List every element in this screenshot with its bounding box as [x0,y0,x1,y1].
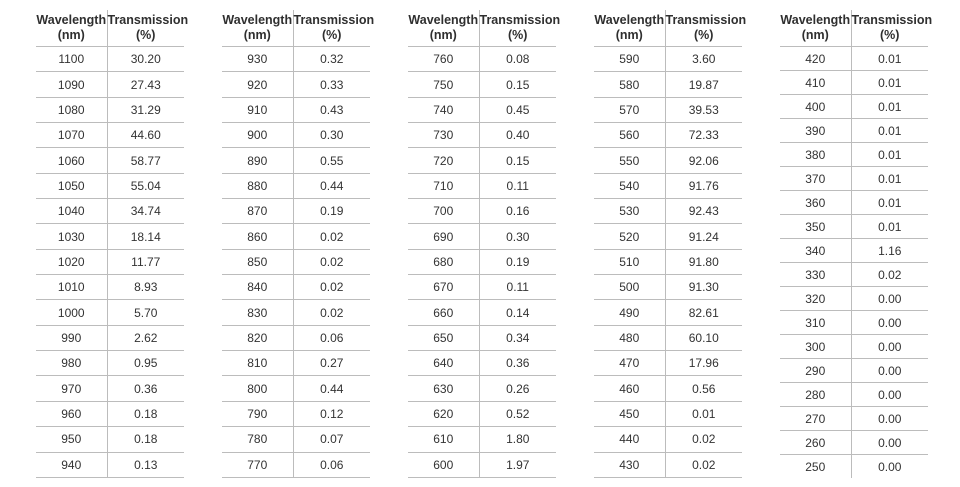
wavelength-cell: 380 [780,143,851,167]
wavelength-cell: 650 [408,325,479,350]
wavelength-cell: 690 [408,224,479,249]
transmission-cell: 0.52 [479,401,556,426]
transmission-cell: 0.12 [293,401,370,426]
transmission-cell: 11.77 [107,249,184,274]
transmission-cell: 0.02 [293,224,370,249]
wavelength-cell: 870 [222,199,293,224]
transmission-cell: 39.53 [665,97,742,122]
transmission-cell: 0.30 [293,123,370,148]
table-row [222,325,370,350]
table-row [780,215,928,239]
table-row [780,191,928,215]
wavelength-cell: 250 [780,455,851,479]
transmission-cell: 3.60 [665,47,742,72]
wavelength-cell: 780 [222,427,293,452]
wavelength-cell: 910 [222,97,293,122]
transmission-cell: 60.10 [665,325,742,350]
wavelength-cell: 620 [408,401,479,426]
wavelength-cell: 590 [594,47,665,72]
transmission-cell: 0.40 [479,123,556,148]
wavelength-cell: 660 [408,300,479,325]
transmission-cell: 0.55 [293,148,370,173]
transmission-cell: 0.19 [479,249,556,274]
wavelength-cell: 700 [408,199,479,224]
wavelength-cell: 710 [408,173,479,198]
transmission-header-label: Transmission [851,13,933,27]
wavelength-cell: 1020 [36,249,107,274]
table-row [222,224,370,249]
transmission-cell: 0.19 [293,199,370,224]
table-row [36,72,184,97]
transmission-cell: 5.70 [107,300,184,325]
table-row [780,407,928,431]
wavelength-cell: 790 [222,401,293,426]
transmission-cell: 92.43 [665,199,742,224]
wavelength-cell: 1100 [36,47,107,72]
table-row [222,72,370,97]
table-row [36,148,184,173]
transmission-cell: 0.02 [293,249,370,274]
wavelength-cell: 930 [222,47,293,72]
table-row [780,167,928,191]
transmission-cell: 72.33 [665,123,742,148]
table-row [222,300,370,325]
header-row [594,10,742,47]
transmission-cell: 58.77 [107,148,184,173]
table-row [780,239,928,263]
wavelength-cell: 610 [408,427,479,452]
table-row [36,275,184,300]
wavelength-cell: 940 [36,452,107,478]
transmission-cell: 0.45 [479,97,556,122]
transmission-header-label: Transmission [293,13,375,27]
table-row [36,376,184,401]
transmission-header-unit: (%) [322,28,342,42]
wavelength-cell: 810 [222,351,293,376]
table-row [36,123,184,148]
wavelength-cell: 1030 [36,224,107,249]
transmission-cell: 0.01 [851,95,928,119]
wavelength-cell: 310 [780,311,851,335]
table-row [594,173,742,198]
transmission-cell: 0.00 [851,287,928,311]
transmission-cell: 17.96 [665,351,742,376]
table-row [408,351,556,376]
transmission-cell: 91.80 [665,249,742,274]
table-row [780,335,928,359]
transmission-cell: 0.15 [479,72,556,97]
table-row [780,455,928,479]
transmission-cell: 0.43 [293,97,370,122]
wavelength-header-label: Wavelength [36,13,107,27]
table-row [408,325,556,350]
wavelength-header [594,10,665,47]
table-row [408,123,556,148]
transmission-header-label: Transmission [665,13,747,27]
table-row [36,325,184,350]
header-row [222,10,370,47]
wavelength-cell: 820 [222,325,293,350]
table-row [222,249,370,274]
wavelength-cell: 300 [780,335,851,359]
table-row [780,143,928,167]
wavelength-cell: 1050 [36,173,107,198]
table-row [222,452,370,478]
transmission-cell: 91.76 [665,173,742,198]
wavelength-cell: 560 [594,123,665,148]
transmission-cell: 0.14 [479,300,556,325]
table-row [408,427,556,452]
transmission-header [107,10,189,47]
transmission-cell: 1.97 [479,452,556,478]
wavelength-cell: 570 [594,97,665,122]
transmission-cell: 1.16 [851,239,928,263]
wavelength-cell: 530 [594,199,665,224]
transmission-cell: 44.60 [107,123,184,148]
table-row [780,311,928,335]
wavelength-cell: 470 [594,351,665,376]
table-row [408,224,556,249]
table-row [36,401,184,426]
table-row [36,199,184,224]
transmission-cell: 0.02 [293,275,370,300]
transmission-cell: 2.62 [107,325,184,350]
table-row [36,427,184,452]
table-row [408,401,556,426]
wavelength-cell: 410 [780,71,851,95]
wavelength-cell: 500 [594,275,665,300]
wavelength-cell: 1000 [36,300,107,325]
wavelength-cell: 330 [780,263,851,287]
wavelength-cell: 350 [780,215,851,239]
table-row [36,47,184,72]
wavelength-header [36,10,107,47]
wavelength-cell: 580 [594,72,665,97]
transmission-cell: 0.13 [107,452,184,478]
transmission-cell: 0.00 [851,359,928,383]
transmission-cell: 0.06 [293,325,370,350]
wavelength-cell: 990 [36,325,107,350]
table-row [408,452,556,478]
wavelength-cell: 630 [408,376,479,401]
transmission-cell: 0.16 [479,199,556,224]
table-row [408,148,556,173]
transmission-cell: 0.08 [479,47,556,72]
transmission-header [851,10,933,47]
wavelength-cell: 920 [222,72,293,97]
wavelength-cell: 370 [780,167,851,191]
header-row [36,10,184,47]
wavelength-cell: 860 [222,224,293,249]
transmission-header-label: Transmission [479,13,561,27]
wavelength-cell: 420 [780,47,851,71]
wavelength-cell: 280 [780,383,851,407]
wavelength-header [222,10,293,47]
table-row [780,71,928,95]
transmission-cell: 18.14 [107,224,184,249]
wavelength-header-unit: (nm) [429,28,457,42]
table-row [222,173,370,198]
wavelength-cell: 740 [408,97,479,122]
table-row [222,376,370,401]
table-row [408,97,556,122]
transmission-cell: 0.95 [107,351,184,376]
transmission-cell: 0.01 [851,119,928,143]
wavelength-header-label: Wavelength [594,13,665,27]
transmission-cell: 0.02 [665,427,742,452]
table-row [408,72,556,97]
wavelength-cell: 640 [408,351,479,376]
wavelength-header-label: Wavelength [780,13,851,27]
wavelength-cell: 430 [594,452,665,478]
transmission-cell: 82.61 [665,300,742,325]
wavelength-header [780,10,851,47]
transmission-cell: 0.01 [851,143,928,167]
wavelength-cell: 960 [36,401,107,426]
transmission-cell: 0.00 [851,335,928,359]
transmission-cell: 0.36 [479,351,556,376]
transmission-cell: 0.01 [851,191,928,215]
transmission-cell: 0.30 [479,224,556,249]
transmission-cell: 0.00 [851,383,928,407]
wavelength-cell: 850 [222,249,293,274]
transmission-table-3 [408,10,561,478]
table-row [780,287,928,311]
table-row [408,47,556,72]
table-row [594,376,742,401]
transmission-cell: 0.00 [851,407,928,431]
wavelength-cell: 720 [408,148,479,173]
transmission-cell: 0.44 [293,173,370,198]
transmission-table-1 [36,10,189,478]
wavelength-cell: 730 [408,123,479,148]
transmission-cell: 0.01 [851,215,928,239]
transmission-cell: 91.24 [665,224,742,249]
wavelength-header-label: Wavelength [222,13,293,27]
wavelength-header [408,10,479,47]
transmission-cell: 0.01 [851,47,928,71]
transmission-cell: 0.15 [479,148,556,173]
table-row [594,325,742,350]
table-row [222,47,370,72]
wavelength-cell: 390 [780,119,851,143]
wavelength-cell: 460 [594,376,665,401]
wavelength-cell: 1070 [36,123,107,148]
table-row [594,351,742,376]
table-row [780,359,928,383]
wavelength-cell: 340 [780,239,851,263]
wavelength-cell: 520 [594,224,665,249]
transmission-cell: 0.02 [665,452,742,478]
transmission-cell: 92.06 [665,148,742,173]
table-row [36,452,184,478]
transmission-table-4 [594,10,747,478]
transmission-cell: 30.20 [107,47,184,72]
transmission-cell: 0.18 [107,427,184,452]
wavelength-header-label: Wavelength [408,13,479,27]
wavelength-cell: 510 [594,249,665,274]
wavelength-cell: 550 [594,148,665,173]
wavelength-cell: 840 [222,275,293,300]
wavelength-cell: 760 [408,47,479,72]
table-row [36,249,184,274]
wavelength-cell: 400 [780,95,851,119]
transmission-header-unit: (%) [880,28,900,42]
wavelength-cell: 290 [780,359,851,383]
transmission-cell: 1.80 [479,427,556,452]
wavelength-cell: 830 [222,300,293,325]
wavelength-cell: 480 [594,325,665,350]
transmission-header-unit: (%) [508,28,528,42]
wavelength-cell: 600 [408,452,479,478]
table-row [408,173,556,198]
table-row [36,351,184,376]
wavelength-cell: 450 [594,401,665,426]
transmission-cell: 0.02 [293,300,370,325]
transmission-cell: 0.00 [878,459,902,474]
transmission-header-unit: (%) [694,28,714,42]
transmission-cell: 0.06 [293,452,370,478]
table-row [408,275,556,300]
transmission-cell: 0.01 [665,401,742,426]
transmission-cell: 8.93 [107,275,184,300]
wavelength-cell: 360 [780,191,851,215]
wavelength-cell: 490 [594,300,665,325]
transmission-header-label: Transmission [107,13,189,27]
transmission-cell: 34.74 [107,199,184,224]
wavelength-cell: 770 [222,452,293,478]
wavelength-cell: 1010 [36,275,107,300]
table-row [222,199,370,224]
header-row [780,10,928,47]
wavelength-cell: 680 [408,249,479,274]
wavelength-cell: 890 [222,148,293,173]
transmission-cell: 0.32 [293,47,370,72]
table-row [408,376,556,401]
table-row [222,97,370,122]
wavelength-cell: 900 [222,123,293,148]
wavelength-cell: 800 [222,376,293,401]
wavelength-cell: 320 [780,287,851,311]
transmission-header [479,10,561,47]
transmission-cell: 0.27 [293,351,370,376]
transmission-cell: 0.07 [293,427,370,452]
transmission-cell: 0.33 [293,72,370,97]
transmission-table-5 [780,10,933,478]
wavelength-header-unit: (nm) [243,28,271,42]
wavelength-cell: 950 [36,427,107,452]
transmission-cell: 0.00 [851,311,928,335]
table-row [36,173,184,198]
wavelength-cell: 750 [408,72,479,97]
table-row [222,148,370,173]
transmission-cell: 0.02 [851,263,928,287]
table-row [594,224,742,249]
transmission-header-unit: (%) [136,28,156,42]
transmission-cell: 0.36 [107,376,184,401]
transmission-header [665,10,747,47]
table-row [780,95,928,119]
table-row [594,97,742,122]
table-row [36,300,184,325]
header-row [408,10,556,47]
transmission-cell: 0.44 [293,376,370,401]
transmission-cell: 91.30 [665,275,742,300]
table-row [594,72,742,97]
transmission-cell: 31.29 [107,97,184,122]
table-row [222,351,370,376]
table-row [408,249,556,274]
wavelength-cell: 1090 [36,72,107,97]
wavelength-cell: 670 [408,275,479,300]
table-row [594,427,742,452]
transmission-cell: 0.34 [479,325,556,350]
table-row [780,431,928,455]
wavelength-cell: 270 [780,407,851,431]
table-row [408,199,556,224]
table-row [222,401,370,426]
table-row [36,97,184,122]
transmission-tables [36,10,933,478]
table-row [780,263,928,287]
wavelength-cell: 260 [780,431,851,455]
table-row [780,47,928,71]
table-row [594,199,742,224]
table-row [594,300,742,325]
table-row [594,249,742,274]
transmission-cell: 0.11 [479,275,556,300]
transmission-cell: 0.56 [665,376,742,401]
table-row [594,275,742,300]
transmission-cell: 0.11 [479,173,556,198]
wavelength-header-unit: (nm) [801,28,829,42]
wavelength-cell: 880 [222,173,293,198]
table-row [594,452,742,478]
transmission-cell: 19.87 [665,72,742,97]
table-row [780,119,928,143]
table-row [408,300,556,325]
table-row [36,224,184,249]
table-row [594,47,742,72]
transmission-cell: 0.01 [851,71,928,95]
transmission-cell: 0.26 [479,376,556,401]
transmission-cell: 0.01 [851,167,928,191]
wavelength-cell: 540 [594,173,665,198]
transmission-header [293,10,375,47]
wavelength-cell: 970 [36,376,107,401]
wavelength-cell: 980 [36,351,107,376]
table-row [594,148,742,173]
wavelength-header-unit: (nm) [615,28,643,42]
transmission-cell: 0.18 [107,401,184,426]
table-row [222,123,370,148]
table-row [222,275,370,300]
wavelength-cell: 1080 [36,97,107,122]
transmission-cell: 0.00 [851,431,928,455]
wavelength-header-unit: (nm) [57,28,85,42]
table-row [222,427,370,452]
table-row [594,123,742,148]
transmission-cell: 55.04 [107,173,184,198]
wavelength-cell: 1060 [36,148,107,173]
transmission-table-2 [222,10,375,478]
wavelength-cell: 440 [594,427,665,452]
wavelength-cell: 1040 [36,199,107,224]
table-row [780,383,928,407]
table-row [594,401,742,426]
transmission-cell: 27.43 [107,72,184,97]
